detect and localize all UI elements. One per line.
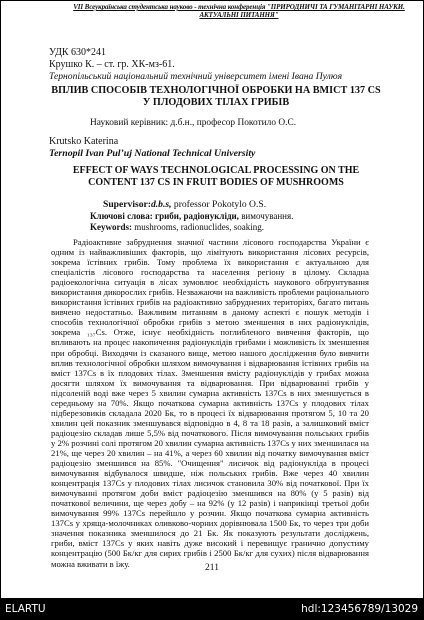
repository-name: ELARTU [5, 603, 46, 615]
body-paragraph: Радіоактивне забруднення значної частини лісового господарства України є одним із найважливіших факторів, що лімітують використання лісових ресурсів, зокрема їстівних грибів. Тому проблема їх використання є актуальною для спеціалістів лісового господарства та населення регіону в цілому. Складна радіоекологічна ситуація в лісах зумовлює необхідність наукового обґрунтування використання дикорослих грибів. Незважаючи на важливість проблеми раціонального використання їстівних грибів на радіоактивно забруднених територіях, багато питань вивчено недостатньо. Важливим питанням в даному аспекті є пошук методів і способів технологічної обробки грибів з метою зменшення в них радіонуклідів, зокрема ₁₃₇Cs. Отже, існує необхідність поглибленого вивчення факторів, що впливають на процес накопичення радіонуклідів грибами і можливість їх зменшення при обробці. Виходячи із сказаного вище, метою нашого дослідження було вивчити вплив технологічної обробки шляхом вимочування і відварювання їстівних грибів на вміст 137Cs в їх плодових тілах. Зменшення вмісту радіонуклідів у грибах можна досягти шляхом їх вимочування та відварювання. При відварюванні грибів у підсоленій воді вже через 5 хвилин сумарна активність 137Cs в них зменшується в середньому на 70%. Якщо початкова сумарна активність 137Cs у плодових тілах підберезовиків складала 2020 Бк, то в процесі їх відварювання протягом 5, 10 та 20 хвилин цей показник зменшувався відповідно в 4, 8 та 18 разів, а залишковий вміст радіоцезію складав лише 5,5% від початкового. Після вимочування польських грибів у 2% розчині солі протягом 20 хвилин сумарна активність 137Cs у них зменшилася на 21%, ще через 20 хвилин – на 41%, а через 60 хвилин від початку вимочування вміст радіоцезію зменшився на 85%. "Очищення" лисичок від радіонукліда в процесі вимочування відбувалося швидше, ніж польських грибів. Вже через 40 хвилин концентрація 137Cs у плодових тілах лисичок становила 30% від початкової. При їх вимочуванні протягом доби вміст радіоцезію зменшився на 80% (у 5 разів) від початкової величини, ще через добу – на 92% (у 12 разів) і наприкінці третьої доби вимочування 99% 137Cs перейшло у розчин. Якщо початкова сумарна активність 137Cs у хряща-молочниках оливково-чорних дорівнювала 1500 Бк, то через три доби значення показника зменшилося до 21 Бк. Як показують результати досліджень, гриби, вміст 137Cs у яких навіть дуже високий і перевищує гранично допустиму концентрацію (500 Бк/кг для сирих грибів і 2500 Бк/кг для сухих) після відварювання можна вживати в їжу. [51, 237, 369, 569]
author-ua: Крушко К. – ст. гр. ХК-мз-61. [49, 59, 175, 70]
advisor-ua: Науковий керівник: д.б.н., професор Покотило О.С. [90, 118, 297, 128]
keywords-en-label: Keywords: [90, 222, 132, 232]
page-number: 211 [205, 563, 219, 573]
viewer-footer [0, 600, 424, 620]
title-en: EFFECT OF WAYS TECHNOLOGICAL PROCESSING ON THE CONTENT 137 CS IN FRUIT BODIES OF MUSHROOMS [72, 165, 360, 188]
keywords-ua-label: Ключові слова: [90, 211, 153, 221]
author-en: Krutsko Katerina [49, 136, 119, 147]
affiliation-en: Ternopil Ivan Pul’uj National Technical University [49, 148, 256, 159]
keywords-en [90, 222, 264, 232]
keywords-ua-tail: вимочування. [238, 211, 294, 221]
advisor-en-name: professor Pokotylo O.S. [171, 199, 267, 210]
udk-code: УДК 630*241 [49, 47, 107, 58]
advisor-en-label: Supervisor: [103, 199, 151, 210]
advisor-en-degree: d.b.s, [150, 199, 172, 210]
conference-header: VII Всеукраїнська студентська науково - технічна конференція "ПРИРОДНИЧІ ТА ГУМАНІТАРНІ НАУКИ. АКТУАЛЬНІ ПИТАННЯ" [73, 3, 405, 20]
document-page [1, 1, 423, 598]
keywords-ua-values: гриби, радіонукліди, [152, 211, 239, 221]
keywords-en-values: mushrooms, radionuclides, soaking. [132, 222, 264, 232]
title-ua: ВПЛИВ СПОСОБІВ ТЕХНОЛОГІЧНОЇ ОБРОБКИ НА ВМІСТ 137 CS У ПЛОДОВИХ ТІЛАХ ГРИБІВ [51, 85, 381, 108]
handle-id: hdl:123456789/13029 [301, 603, 418, 615]
advisor-en [103, 199, 266, 210]
affiliation-ua: Тернопільський національний технічний університет імені Івана Пулюя [49, 71, 343, 82]
keywords-ua [90, 211, 293, 221]
